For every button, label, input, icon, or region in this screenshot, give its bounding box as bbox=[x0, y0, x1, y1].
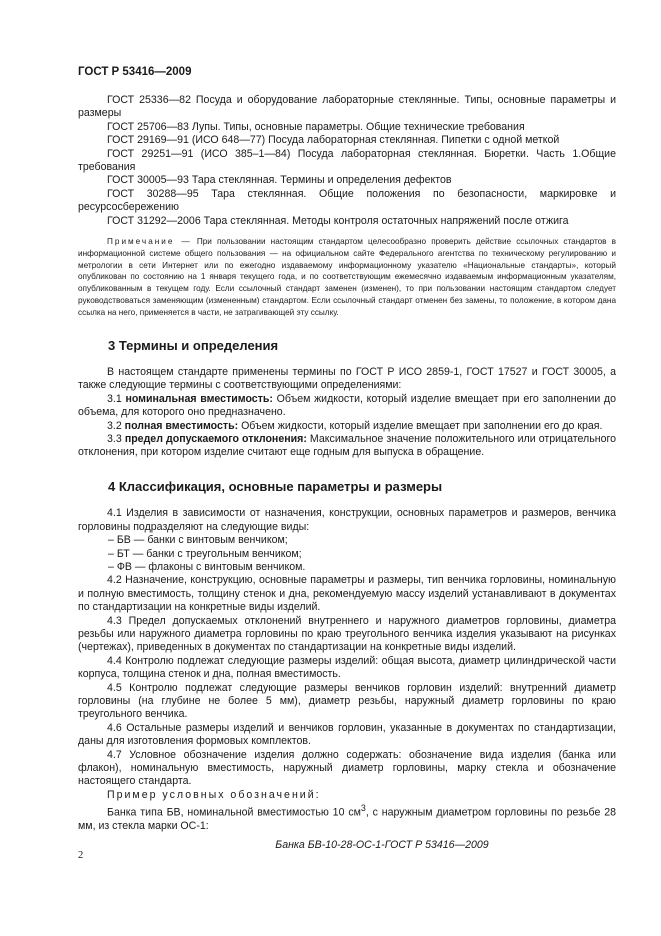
document-body bbox=[78, 94, 616, 863]
term-definition: Объем жидкости, который изделие вмещает при его заполнении до объема, для которого оно предназначено. bbox=[78, 392, 617, 419]
superscript: 3 bbox=[360, 803, 366, 814]
note-label: Примечание — bbox=[107, 237, 192, 247]
list-item: – ФВ — флаконы с винтовым венчиком. bbox=[108, 560, 306, 573]
note bbox=[78, 236, 616, 319]
clause-4-4: 4.4 Контролю подлежат следующие размеры изделий: общая высота, диаметр цилиндрической части корпуса, толщина стенок и дна, полная вместимость. bbox=[78, 654, 616, 681]
section-3-title: 3 Термины и определения bbox=[108, 337, 279, 353]
note-text: При пользовании настоящим стандартом целесообразно проверить действие ссылочных стандартов в информационной системе общего пользования — на официальном сайте Федерального агентства по техническому регулированию и метрологии в сети Интернет или по ежегодно издаваемому информационному указателю «Национальные стандарты», который опубликован по состоянию на 1 января текущего года, и по соответствующим ежемесячно издаваемым информационным указателям, опубликованным в текущем году. Если ссылочный стандарт заменен (изменен), то при пользовании настоящим стандартом следует руководствоваться заменяющим (измененным) стандартом. Если ссылочный стандарт отменен без замены, то положение, в котором дана ссылка на него, применяется в части, не затрагивающей эту ссылку. bbox=[78, 237, 616, 317]
reference-item: ГОСТ 30288—95 Тара стеклянная. Общие положения по безопасности, маркировке и ресурсосбережению bbox=[78, 187, 616, 214]
clause-4-7: 4.7 Условное обозначение изделия должно содержать: обозначение вида изделия (банка или флакон), номинальную вместимость, наружный диаметр горловины, марку стекла и обозначение настоящего стандарта. bbox=[78, 748, 616, 788]
list-item: – БТ — банки с треугольным венчиком; bbox=[108, 547, 302, 560]
term-name: полная вместимость: bbox=[124, 419, 239, 432]
clause-4-5: 4.5 Контролю подлежат следующие размеры венчиков горловин изделий: внутренний диаметр горловины (на глубине не более 5 мм), диаметр резьбы, наружный диаметр горловины по краю треугольного венчика. bbox=[78, 681, 616, 721]
page-number: 2 bbox=[78, 850, 84, 861]
section-4-title: 4 Классификация, основные параметры и размеры bbox=[108, 478, 443, 494]
term-definition: Максимальное значение положительного или отрицательного отклонения, при котором изделие считают еще годным для выпуска в обращение. bbox=[78, 433, 617, 459]
reference-item: ГОСТ 31292—2006 Тара стеклянная. Методы контроля остаточных напряжений после отжига bbox=[107, 214, 569, 227]
term-3-1 bbox=[78, 393, 616, 420]
clause-4-1: 4.1 Изделия в зависимости от назначения, конструкции, основных параметров и размеров, венчика горловины подразделяют на следующие виды: bbox=[78, 507, 616, 533]
term-number: 3.2 bbox=[107, 419, 125, 432]
section-3-intro: В настоящем стандарте применены термины по ГОСТ Р ИСО 2859-1, ГОСТ 17527 и ГОСТ 30005, а также следующие термины с соответствующими определениями: bbox=[78, 366, 616, 392]
reference-item: ГОСТ 25336—82 Посуда и оборудование лабораторные стеклянные. Типы, основные параметры и размеры bbox=[78, 94, 616, 120]
clause-4-3: 4.3 Предел допускаемых отклонений внутреннего и наружного диаметров горловины, диаметра резьбы или наружного диаметра горловины по краю треугольного венчика изделия указывают на рисунках (чертежах), приведенных в документах по стандартизации на конкретные виды изделий. bbox=[78, 614, 616, 654]
example-text-end: , с наружным диаметром горловины по резьбе 28 мм, из стекла марки ОС-1: bbox=[78, 806, 616, 833]
clause-4-2: 4.2 Назначение, конструкцию, основные параметры и размеры, тип венчика горловины, номинальную и полную вместимость, толщину стенок и дна, рекомендуемую массу изделий устанавливают в документах по стандартизации на конкретные виды изделий. bbox=[78, 574, 616, 614]
term-3-2 bbox=[78, 420, 616, 433]
example-text bbox=[78, 802, 616, 833]
example-text-start: Банка типа БВ, номинальной вместимостью 10 см bbox=[107, 806, 361, 819]
example-label: Пример условных обозначений: bbox=[107, 788, 321, 801]
term-number: 3.1 bbox=[107, 392, 126, 405]
term-name: предел допускаемого отклонения: bbox=[124, 433, 307, 446]
reference-item: ГОСТ 29169—91 (ИСО 648—77) Посуда лабораторная стеклянная. Пипетки с одной меткой bbox=[107, 134, 560, 147]
term-definition: Объем жидкости, который изделие вмещает при заполнении его до края. bbox=[238, 419, 603, 432]
term-3-3 bbox=[78, 433, 616, 460]
term-number: 3.3 bbox=[107, 433, 125, 446]
term-name: номинальная вместимость: bbox=[125, 392, 273, 405]
clause-4-6: 4.6 Остальные размеры изделий и венчиков горловин, указанные в документах по стандартизации, даны для изготовления формовых комплектов. bbox=[78, 721, 616, 748]
reference-item: ГОСТ 29251—91 (ИСО 385–1—84) Посуда лабораторная стеклянная. Бюретки. Часть 1.Общие требования bbox=[78, 147, 616, 174]
page-header: ГОСТ Р 53416—2009 bbox=[78, 66, 192, 78]
example-designation: Банка БВ-10-28-ОС-1-ГОСТ Р 53416—2009 bbox=[275, 838, 489, 851]
reference-item: ГОСТ 30005—93 Тара стеклянная. Термины и определения дефектов bbox=[107, 174, 452, 187]
reference-item: ГОСТ 25706—83 Лупы. Типы, основные параметры. Общие технические требования bbox=[107, 120, 525, 133]
list-item: – БВ — банки с винтовым венчиком; bbox=[108, 534, 288, 547]
